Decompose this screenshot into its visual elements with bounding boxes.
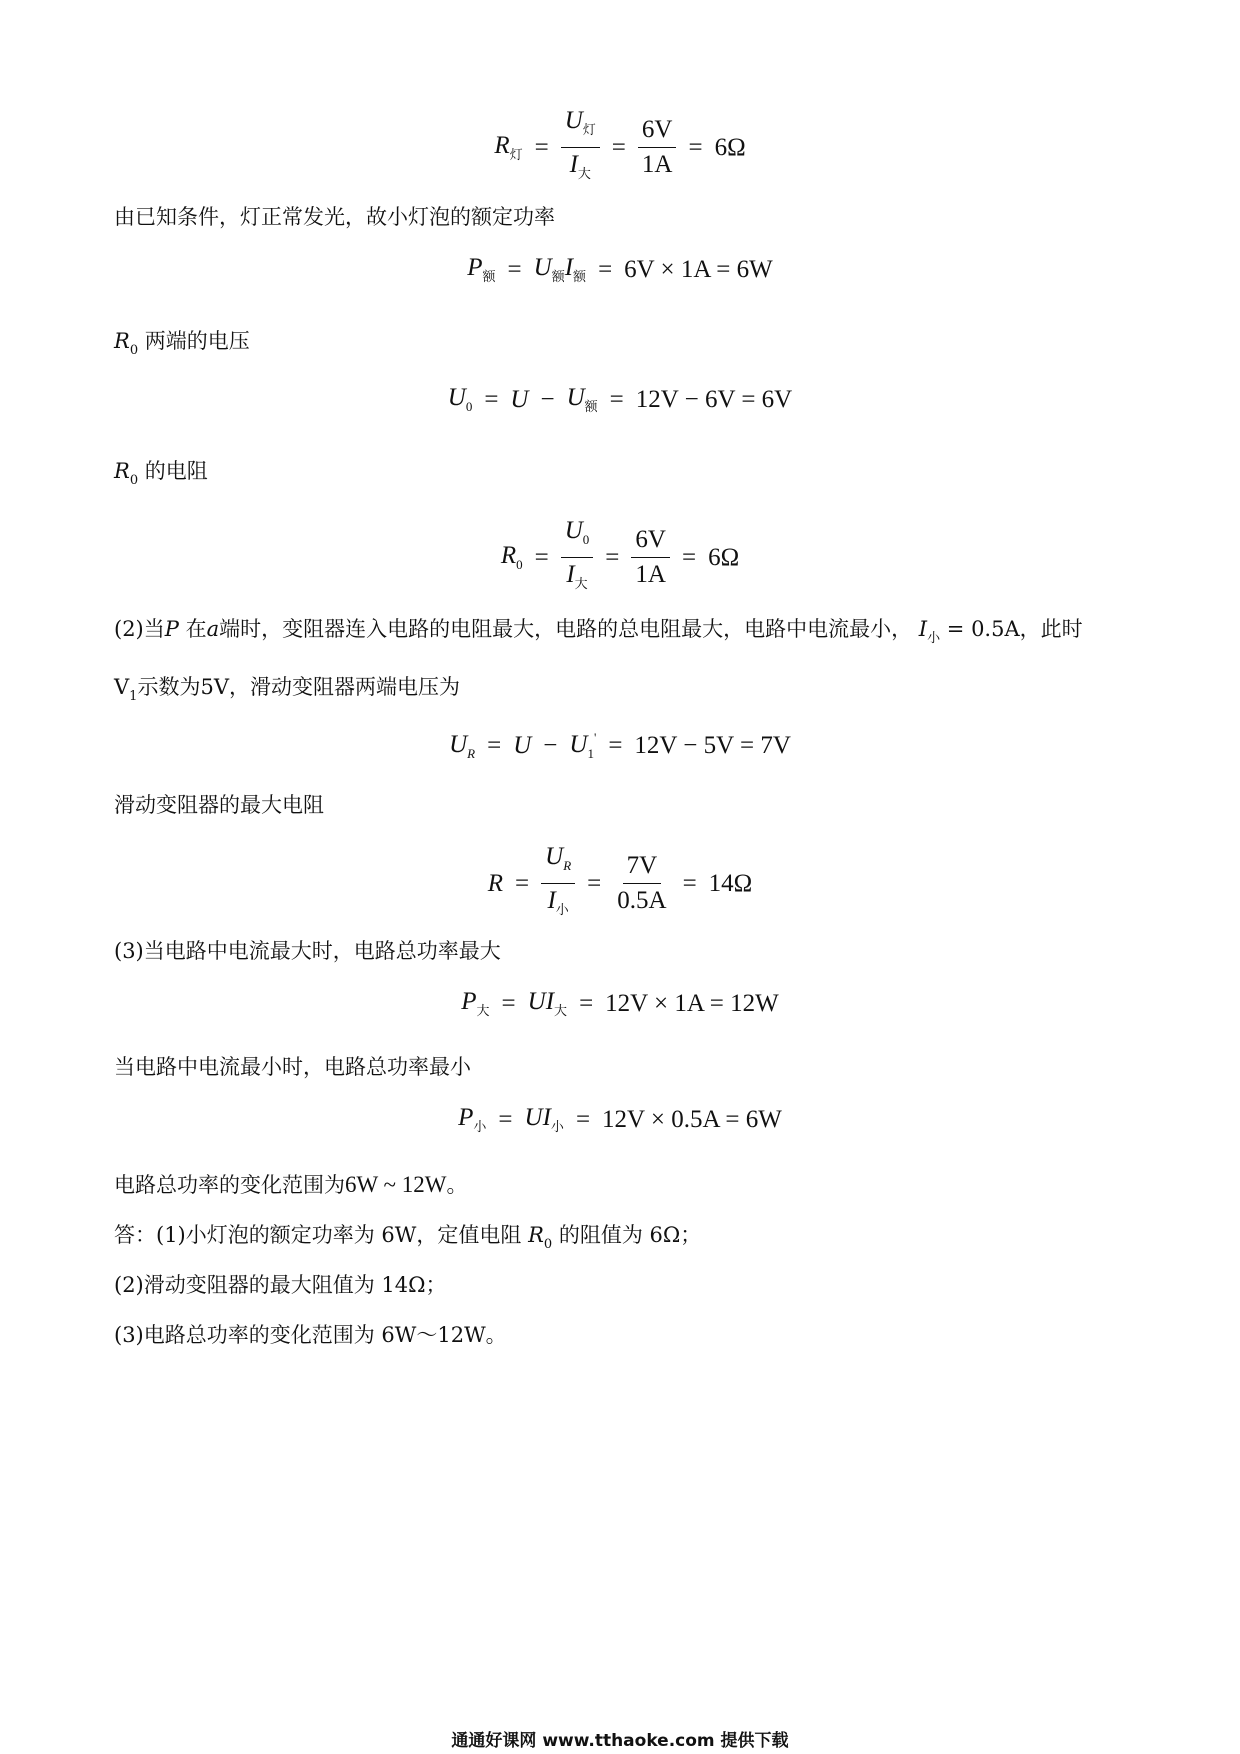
paragraph: 由已知条件，灯正常发光，故小灯泡的额定功率 xyxy=(114,205,555,229)
equation-r0-resistance: $R_0$ = $\frac{U_0}{I_大}$ = $\frac{6V}{1A}$ = 6Ω xyxy=(0,514,1240,601)
equation-r0-voltage: $U_0$ = U − $U_额$ = 12V − 6V = 6V xyxy=(447,384,793,414)
paragraph: (2)当P 在a端时，变阻器连入电路的电阻最大，电路的总电阻最大，电路中电流最小， $I_小 = 0.5A$，此时 xyxy=(114,617,1083,646)
answer-line: 答：(1)小灯泡的额定功率为 6W，定值电阻 $R_0$ 的阻值为 6Ω； xyxy=(114,1223,702,1252)
paragraph: 滑动变阻器的最大电阻 xyxy=(114,793,324,817)
equation-max-resistance: R = $\frac{U_R}{I_小}$ = $\frac{7V}{0.5A}$ = 14Ω xyxy=(0,840,1240,927)
paragraph: $R_0$ 两端的电压 xyxy=(114,329,250,358)
equation-min-power: $P_小$ = $UI_小$ = 12V × 0.5A = 6W xyxy=(458,1104,782,1134)
paragraph: $V_1$示数为5V，滑动变阻器两端电压为 xyxy=(114,675,460,704)
equation-max-power: $P_大$ = $UI_大$ = 12V × 1A = 12W xyxy=(461,988,779,1018)
answer-line: (3)电路总功率的变化范围为 6W～12W。 xyxy=(114,1323,507,1347)
paragraph: (3)当电路中电流最大时，电路总功率最大 xyxy=(114,939,501,963)
equation-lamp-resistance: $R_灯$ = $\frac{U_灯}{I_大}$ = $\frac{6V}{1A}$ = 6Ω xyxy=(0,104,1240,191)
answer-line: (2)滑动变阻器的最大阻值为 14Ω； xyxy=(114,1273,447,1297)
paragraph: 当电路中电流最小时，电路总功率最小 xyxy=(114,1055,471,1079)
paragraph: $R_0$ 的电阻 xyxy=(114,459,208,488)
equation-rated-power: $P_额$ = $U_额I_额$ = 6V × 1A = 6W xyxy=(467,254,773,284)
paragraph: 电路总功率的变化范围为6W ~ 12W。 xyxy=(114,1172,468,1197)
footer-source: 通通好课网 www.tthaoke.com 提供下载 xyxy=(451,1731,789,1751)
equation-rheostat-voltage: $U_R$ = U − $U_1'$ = 12V − 5V = 7V xyxy=(449,730,791,761)
